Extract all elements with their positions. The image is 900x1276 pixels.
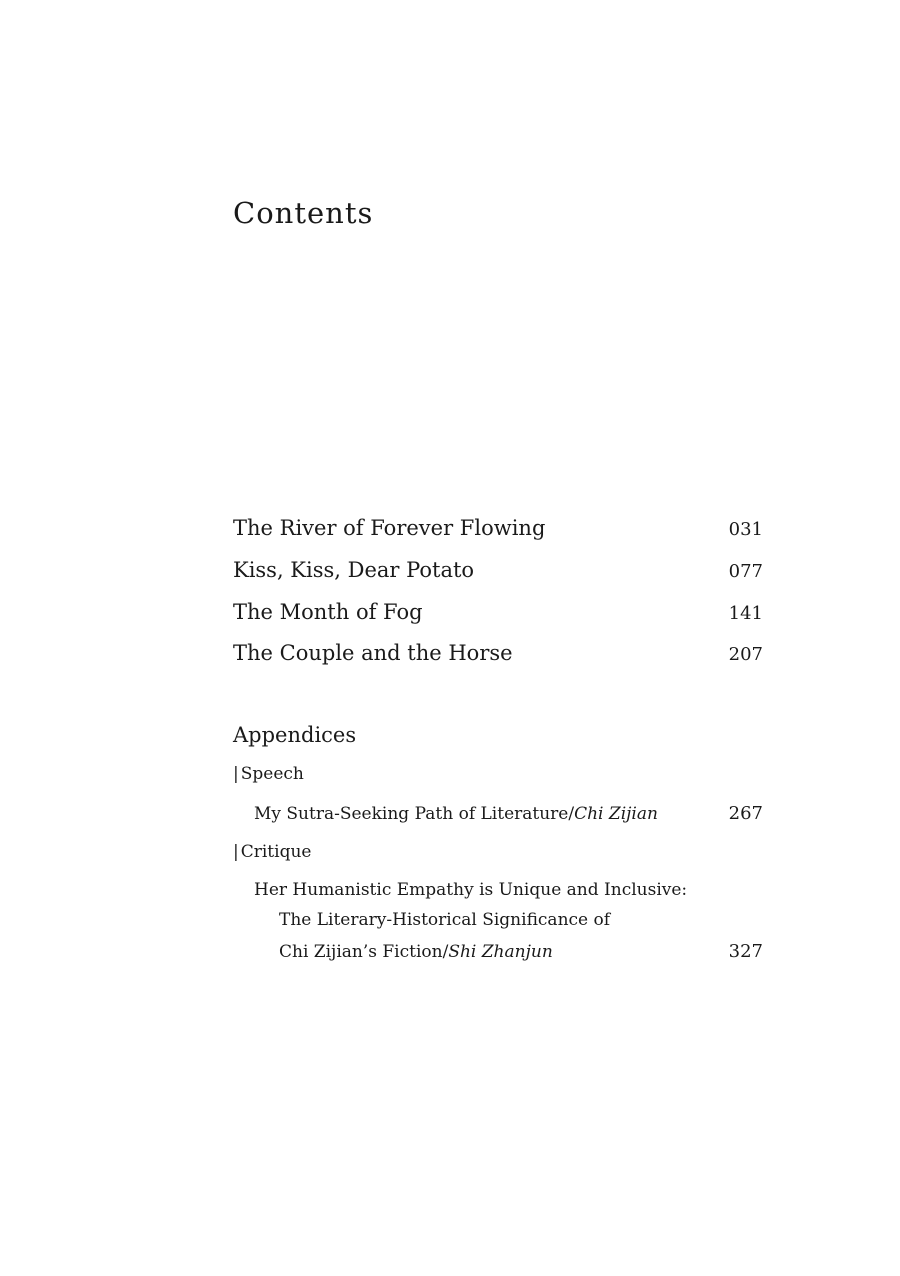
toc-entry[interactable] (233, 641, 763, 665)
entry-title: Kiss, Kiss, Dear Potato (233, 558, 475, 582)
page-title: Contents (233, 196, 374, 230)
entry-page: 327 (728, 941, 763, 962)
toc-entry[interactable] (233, 558, 763, 582)
toc-entry[interactable] (233, 516, 763, 540)
section-bar: | (233, 764, 239, 784)
critique-section-label (233, 842, 311, 862)
section-label-text: Speech (240, 764, 304, 784)
toc-entry[interactable] (233, 600, 763, 624)
entry-title: The River of Forever Flowing (233, 516, 546, 540)
entry-page: 141 (728, 603, 763, 624)
speech-section-label (233, 764, 304, 784)
speech-entry[interactable] (254, 803, 763, 824)
entry-page: 207 (728, 644, 763, 665)
entry-title: The Couple and the Horse (233, 641, 513, 665)
entry-page: 267 (728, 803, 763, 824)
entry-title: My Sutra-Seeking Path of Literature/ (254, 804, 575, 824)
entry-page: 077 (728, 561, 763, 582)
section-bar: | (233, 842, 239, 862)
section-label-text: Critique (240, 842, 312, 862)
critique-title-line-3: Chi Zijian’s Fiction/ (279, 942, 449, 962)
entry-author: Shi Zhanjun (448, 942, 553, 962)
entry-author: Chi Zijian (574, 804, 658, 824)
critique-title-line-2[interactable]: The Literary-Historical Significance of (279, 910, 611, 930)
entry-title: The Month of Fog (233, 600, 423, 624)
entry-page: 031 (728, 519, 763, 540)
critique-title-line-1[interactable]: Her Humanistic Empathy is Unique and Inclusive: (254, 880, 688, 900)
critique-entry[interactable] (279, 941, 763, 962)
appendices-heading: Appendices (233, 723, 357, 747)
